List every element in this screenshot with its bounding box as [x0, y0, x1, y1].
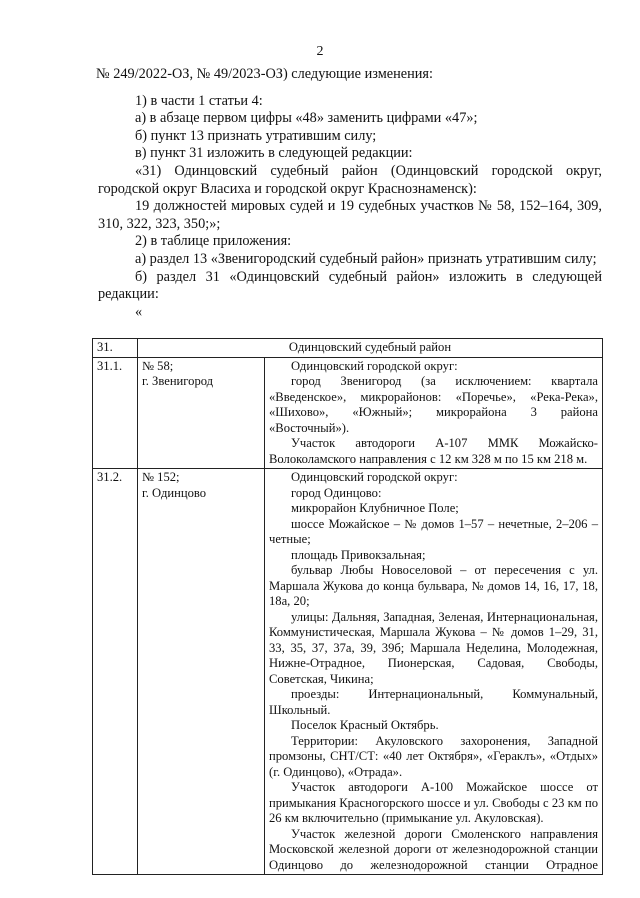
paragraph-item-1a: а) в абзаце первом цифры «48» заменить цифрами «47»;: [135, 110, 478, 127]
paragraph-item-1: 1) в части 1 статьи 4:: [135, 92, 263, 109]
territory-line: Одинцовский городской округ:: [291, 470, 458, 484]
table-header-row: [93, 339, 603, 358]
opening-quote-mark: «: [135, 303, 143, 320]
court-district-cell: [138, 357, 265, 469]
territory-cell: [265, 469, 603, 875]
row-num-cell: 31.2.: [93, 469, 138, 875]
paragraph-item-2a: а) раздел 13 «Звенигородский судебный район» признать утратившим силу;: [135, 250, 597, 267]
paragraph-quoted-31: «31) Одинцовский судебный район (Одинцовский городской округ, городской округ Власиха и городской округ Краснознаменск):: [98, 162, 602, 197]
header-num-cell: 31.: [93, 339, 138, 358]
table-row: [93, 357, 603, 469]
territory-line: проезды: Интернациональный, Коммунальный, Школьный.: [269, 687, 598, 717]
territory-line: Участок железной дороги Смоленского направления Московской железной дороги от железнодорожной станции Одинцово до железнодорожной станции Отрадное: [269, 826, 598, 872]
territory-line: Поселок Красный Октябрь.: [291, 718, 439, 732]
territory-line: Участок автодороги А-100 Можайское шоссе от примыкания Красногорского шоссе и ул. Свободы с 23 км по 26 км включительно (примыкание ул. Акуловская).: [269, 780, 598, 825]
territory-line: площадь Привокзальная;: [291, 547, 426, 562]
districts-table: [92, 338, 603, 875]
paragraph-intro: № 249/2022-ОЗ, № 49/2023-ОЗ) следующие изменения:: [96, 66, 433, 82]
territory-line: город Звенигород (за исключением: квартала «Введенское», микрорайонов: «Поречье», «Река-Река», «Шихово», «Южный»; микрорайона 3 района «Восточный»).: [269, 374, 598, 435]
court-district-city: г. Звенигород: [142, 374, 214, 388]
territory-line: улицы: Дальняя, Западная, Зеленая, Интернациональная, Коммунистическая, Маршала Жукова – № домов 1–29, 31, 33, 35, 37, 37а, 39, 39б; Маршала Неделина, Молодежная, Нижне-Отрадное, Пионерская, Садовая, Свободы, Советская, Чикина;: [269, 609, 598, 686]
table-row: [93, 469, 603, 875]
paragraph-item-2b: б) раздел 31 «Одинцовский судебный район» изложить в следующей редакции:: [98, 268, 602, 303]
territory-line: Одинцовский городской округ:: [291, 358, 458, 373]
paragraph-item-1b: б) пункт 13 признать утратившим силу;: [135, 127, 377, 144]
territory-line: город Одинцово:: [291, 485, 382, 500]
court-district-number: № 152;: [142, 470, 180, 484]
court-district-city: г. Одинцово: [142, 485, 207, 500]
territory-line: шоссе Можайское – № домов 1–57 – нечетные, 2–206 – четные;: [269, 516, 598, 546]
territory-line: микрорайон Клубничное Поле;: [291, 501, 459, 515]
paragraph-judges: 19 должностей мировых судей и 19 судебных участков № 58, 152–164, 309, 310, 322, 323, 350;»;: [98, 198, 602, 232]
court-district-number: № 58;: [142, 358, 174, 373]
spacer: [98, 84, 602, 93]
territory-line: Участок автодороги А-107 ММК Можайско-Волоколамского направления с 12 км 328 м по 15 км 218 м.: [269, 436, 598, 466]
paragraph-item-2: 2) в таблице приложения:: [135, 233, 292, 250]
territory-line: бульвар Любы Новоселовой – от пересечения с ул. Маршала Жукова до конца бульвара, № домов 14, 16, 17, 18, 18а, 20;: [269, 563, 598, 608]
territory-line: Территории: Акуловского захоронения, Западной промзоны, СНТ/СТ: «40 лет Октября», «Гераклъ», «Отдых» (г. Одинцово), «Отрада».: [269, 733, 598, 779]
row-num-cell: 31.1.: [93, 357, 138, 469]
page-number: 2: [316, 44, 324, 59]
document-body: [98, 66, 602, 320]
header-title-cell: Одинцовский судебный район: [138, 339, 603, 358]
territory-cell: [265, 357, 603, 469]
court-district-cell: [138, 469, 265, 875]
paragraph-item-1c: в) пункт 31 изложить в следующей редакции:: [135, 145, 413, 162]
